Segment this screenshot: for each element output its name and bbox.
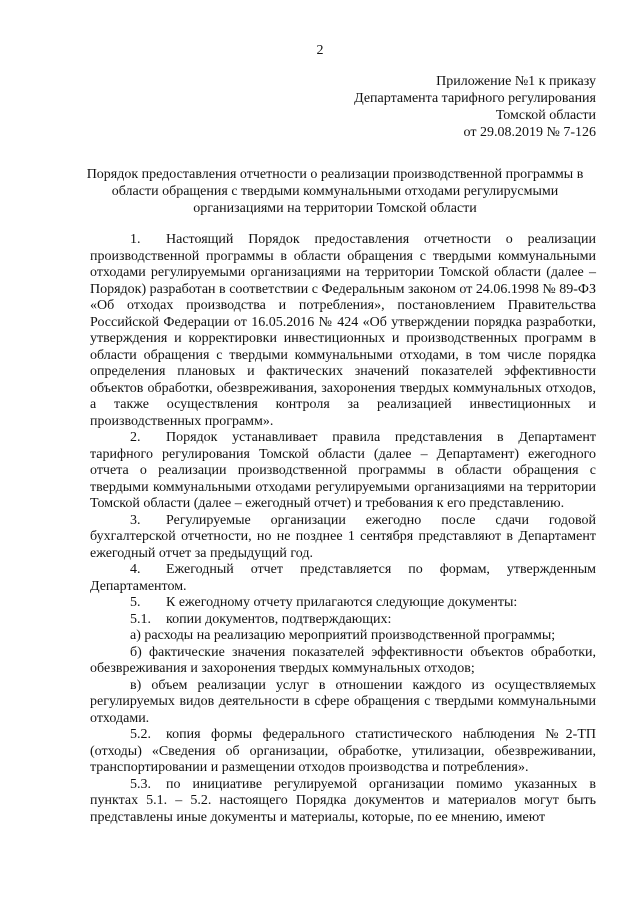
paragraph-2 — [90, 430, 596, 513]
paragraph-5-1 — [90, 612, 596, 629]
page-number: 2 — [316, 43, 324, 58]
paragraph-5 — [90, 595, 596, 612]
title-line: организациями на территории Томской области — [193, 201, 477, 216]
document-body — [90, 232, 596, 826]
document-title — [70, 166, 600, 217]
appendix-line: Томской области — [495, 108, 596, 123]
paragraph-text: копии документов, подтверждающих: — [166, 611, 392, 627]
paragraph-4 — [90, 562, 596, 595]
paragraph-text: копия формы федерального статистического наблюдения №2-ТП (отходы) «Сведения об организации, обработке, утилизации, обезвреживании, транспортировании и размещении отходов производства и потребления». — [90, 727, 596, 775]
appendix-line: Департамента тарифного регулирования — [354, 91, 596, 106]
paragraph-number: 5.2. — [130, 727, 151, 742]
title-line: области обращения с твердыми коммунальными отходами регулирусмыми — [111, 184, 559, 199]
paragraph-text: по инициативе регулируемой организации помимо указанных в пунктах 5.1. – 5.2. настоящего Порядка документов и материалов могут быть представлены иные документы и материалы, которые, по ее мнению, имеют — [90, 776, 596, 825]
paragraph-number: 4. — [130, 562, 141, 577]
paragraph-number: 2. — [130, 430, 141, 445]
paragraph-5-2 — [90, 727, 596, 777]
paragraph-number: 1. — [130, 232, 141, 247]
paragraph-text: Ежегодный отчет представляется по формам, утвержденным Департаментом. — [90, 562, 596, 594]
paragraph-1 — [90, 232, 596, 430]
title-line: Порядок предоставления отчетности о реализации производственной программы в — [86, 167, 584, 182]
paragraph-3 — [90, 513, 596, 563]
appendix-line: Приложение №1 к приказу — [436, 74, 596, 89]
paragraph-text: Порядок устанавливает правила представления в Департамент тарифного регулирования Томской области (далее – Департамент) ежегодного отчета о реализации производственной программы в области обращения с твердыми коммунальными отходами регулируемыми организациями на территории Томской области (далее – ежегодный отчет) и требования к его представлению. — [90, 430, 596, 511]
subitem-a: а) расходы на реализацию мероприятий производственной программы; — [130, 628, 556, 643]
paragraph-text: Настоящий Порядок предоставления отчетности о реализации производственной программы в области обращения с твердыми коммунальными отходами регулируемыми организациями на территории Томской области (далее – Порядок) разработан в соответствии с Федеральным законом от 24.06.1998 № 89-ФЗ «Об отходах производства и потребления», постановлением Правительства Российской Федерации от 16.05.2016 № 424 «Об утверждении порядка разработки, утверждения и корректировки инвестиционных и производственных программ в области обращения с твердыми коммунальными отходами, в том числе порядка определения плановых и фактических значений показателей эффективности объектов обработки, обезвреживания, захоронения твердых коммунальных отходов, а также осуществления контроля за реализацией инвестиционных и производственных программ». — [90, 232, 596, 429]
appendix-line: от 29.08.2019 № 7-126 — [463, 125, 596, 140]
paragraph-text: К ежегодному отчету прилагаются следующие документы: — [166, 595, 518, 610]
paragraph-number: 5. — [130, 595, 141, 610]
paragraph-number: 5.3. — [130, 776, 151, 792]
subitem-b: б) фактические значения показателей эффективности объектов обработки, обезвреживания и захоронения твердых коммунальных отходов; — [90, 644, 596, 676]
appendix-header — [354, 73, 596, 141]
paragraph-number: 5.1. — [130, 611, 151, 627]
subitem-c: в) объем реализации услуг в отношении каждого из осуществляемых регулируемых видов деятельности в сфере обращения с твердыми коммунальными отходами. — [90, 677, 596, 726]
paragraph-5-3 — [90, 777, 596, 827]
paragraph-number: 3. — [130, 512, 141, 528]
paragraph-text: Регулируемые организации ежегодно после сдачи годовой бухгалтерской отчетности, но не позднее 1 сентября представляют в Департамент ежегодный отчет за предыдущий год. — [90, 512, 596, 561]
